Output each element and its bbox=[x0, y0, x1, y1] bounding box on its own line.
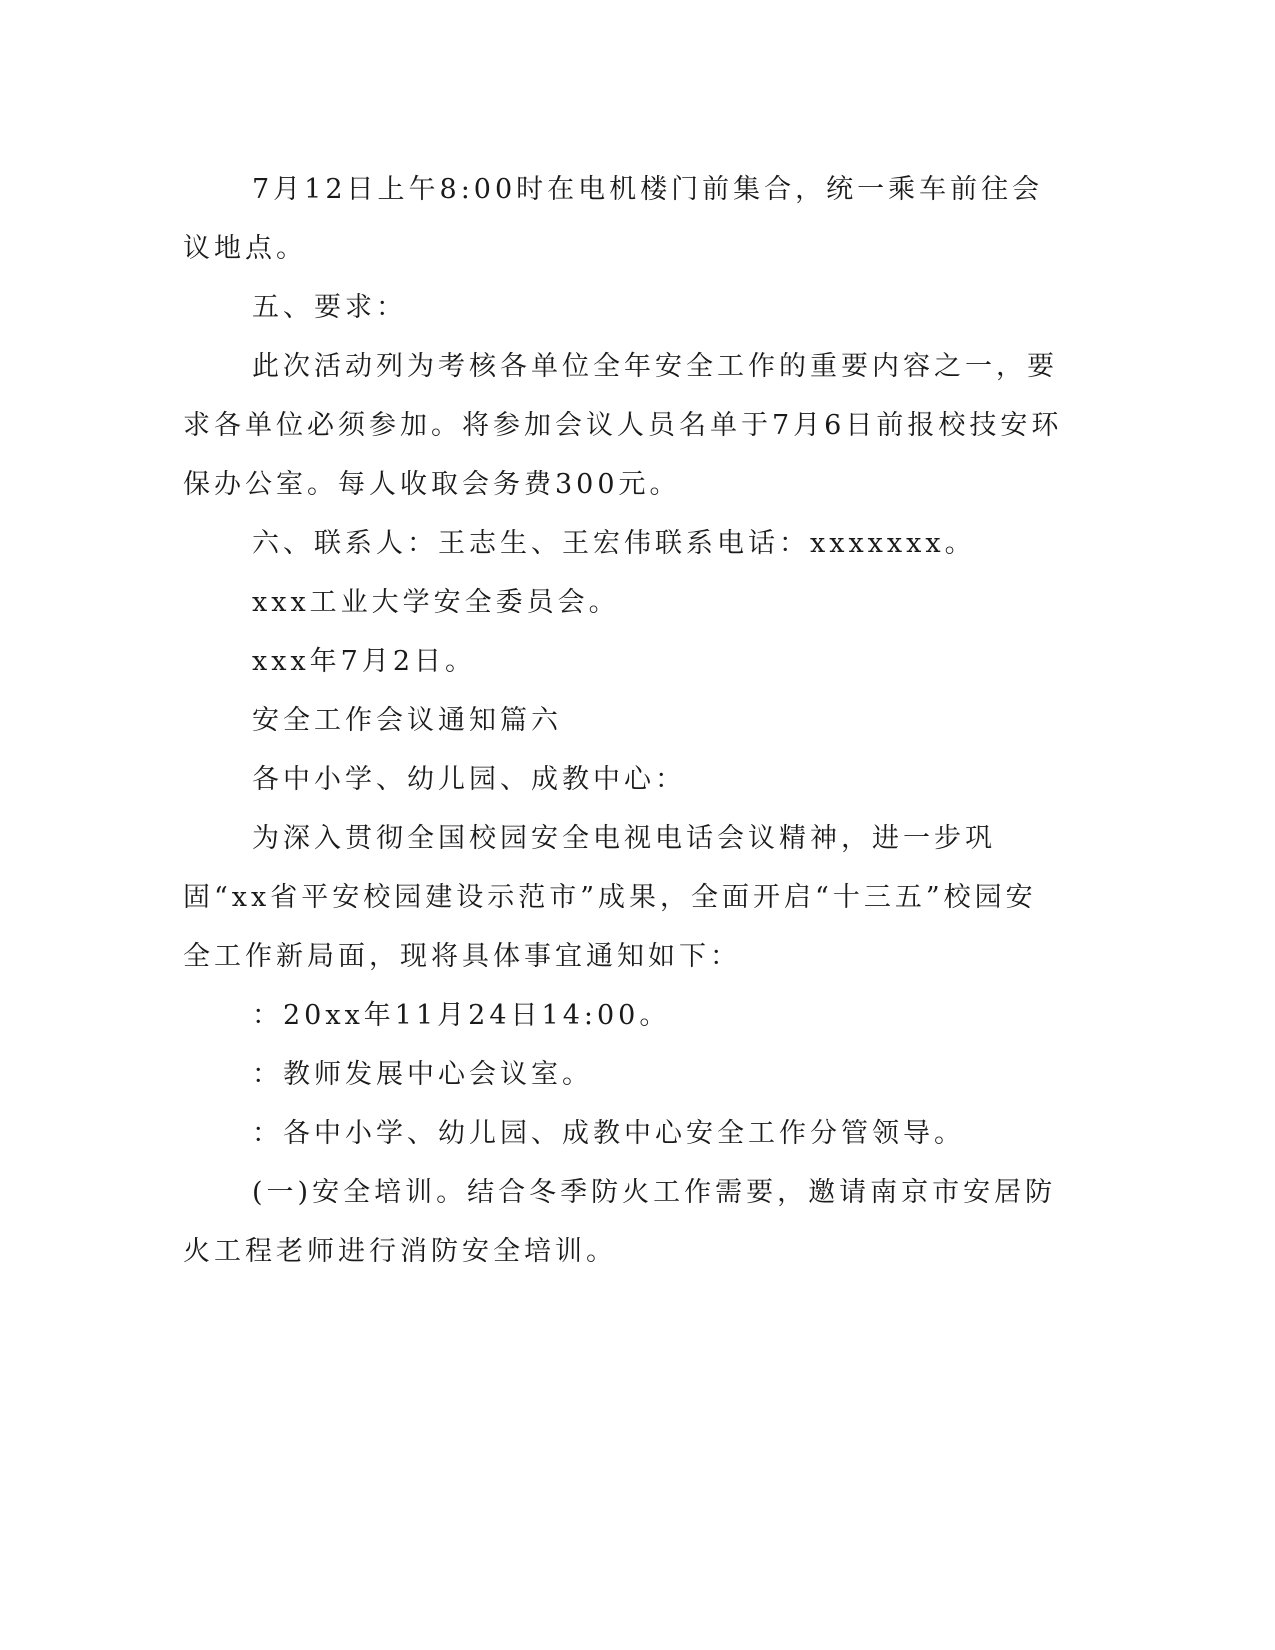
document-body bbox=[183, 160, 1063, 1281]
paragraph-requirements: 此次活动列为考核各单位全年安全工作的重要内容之一，要求各单位必须参加。将参加会议人员名单于7月6日前报校技安环保办公室。每人收取会务费300元。 bbox=[183, 351, 1063, 500]
paragraph-purpose: 为深入贯彻全国校园安全电视电话会议精神，进一步巩固“xx省平安校园建设示范市”成果，全面开启“十三五”校园安全工作新局面，现将具体事宜通知如下： bbox=[183, 823, 1037, 972]
paragraph-time: ：20xx年11月24日14:00。 bbox=[252, 1000, 671, 1031]
paragraph-contact: 六、联系人：王志生、王宏伟联系电话：xxxxxxx。 bbox=[252, 528, 976, 559]
paragraph-date: xxx年7月2日。 bbox=[252, 646, 477, 677]
heading-requirements: 五、要求： bbox=[252, 292, 407, 323]
paragraph-issuer: xxx工业大学安全委员会。 bbox=[252, 587, 620, 618]
section-title: 安全工作会议通知篇六 bbox=[252, 705, 562, 736]
paragraph-assembly: 7月12日上午8:00时在电机楼门前集合，统一乘车前往会议地点。 bbox=[183, 174, 1044, 264]
paragraph-location: ：教师发展中心会议室。 bbox=[252, 1059, 593, 1090]
paragraph-addressees: 各中小学、幼儿园、成教中心： bbox=[252, 764, 686, 795]
paragraph-training: (一)安全培训。结合冬季防火工作需要，邀请南京市安居防火工程老师进行消防安全培训。 bbox=[183, 1177, 1057, 1267]
paragraph-participants: ：各中小学、幼儿园、成教中心安全工作分管领导。 bbox=[252, 1118, 965, 1149]
